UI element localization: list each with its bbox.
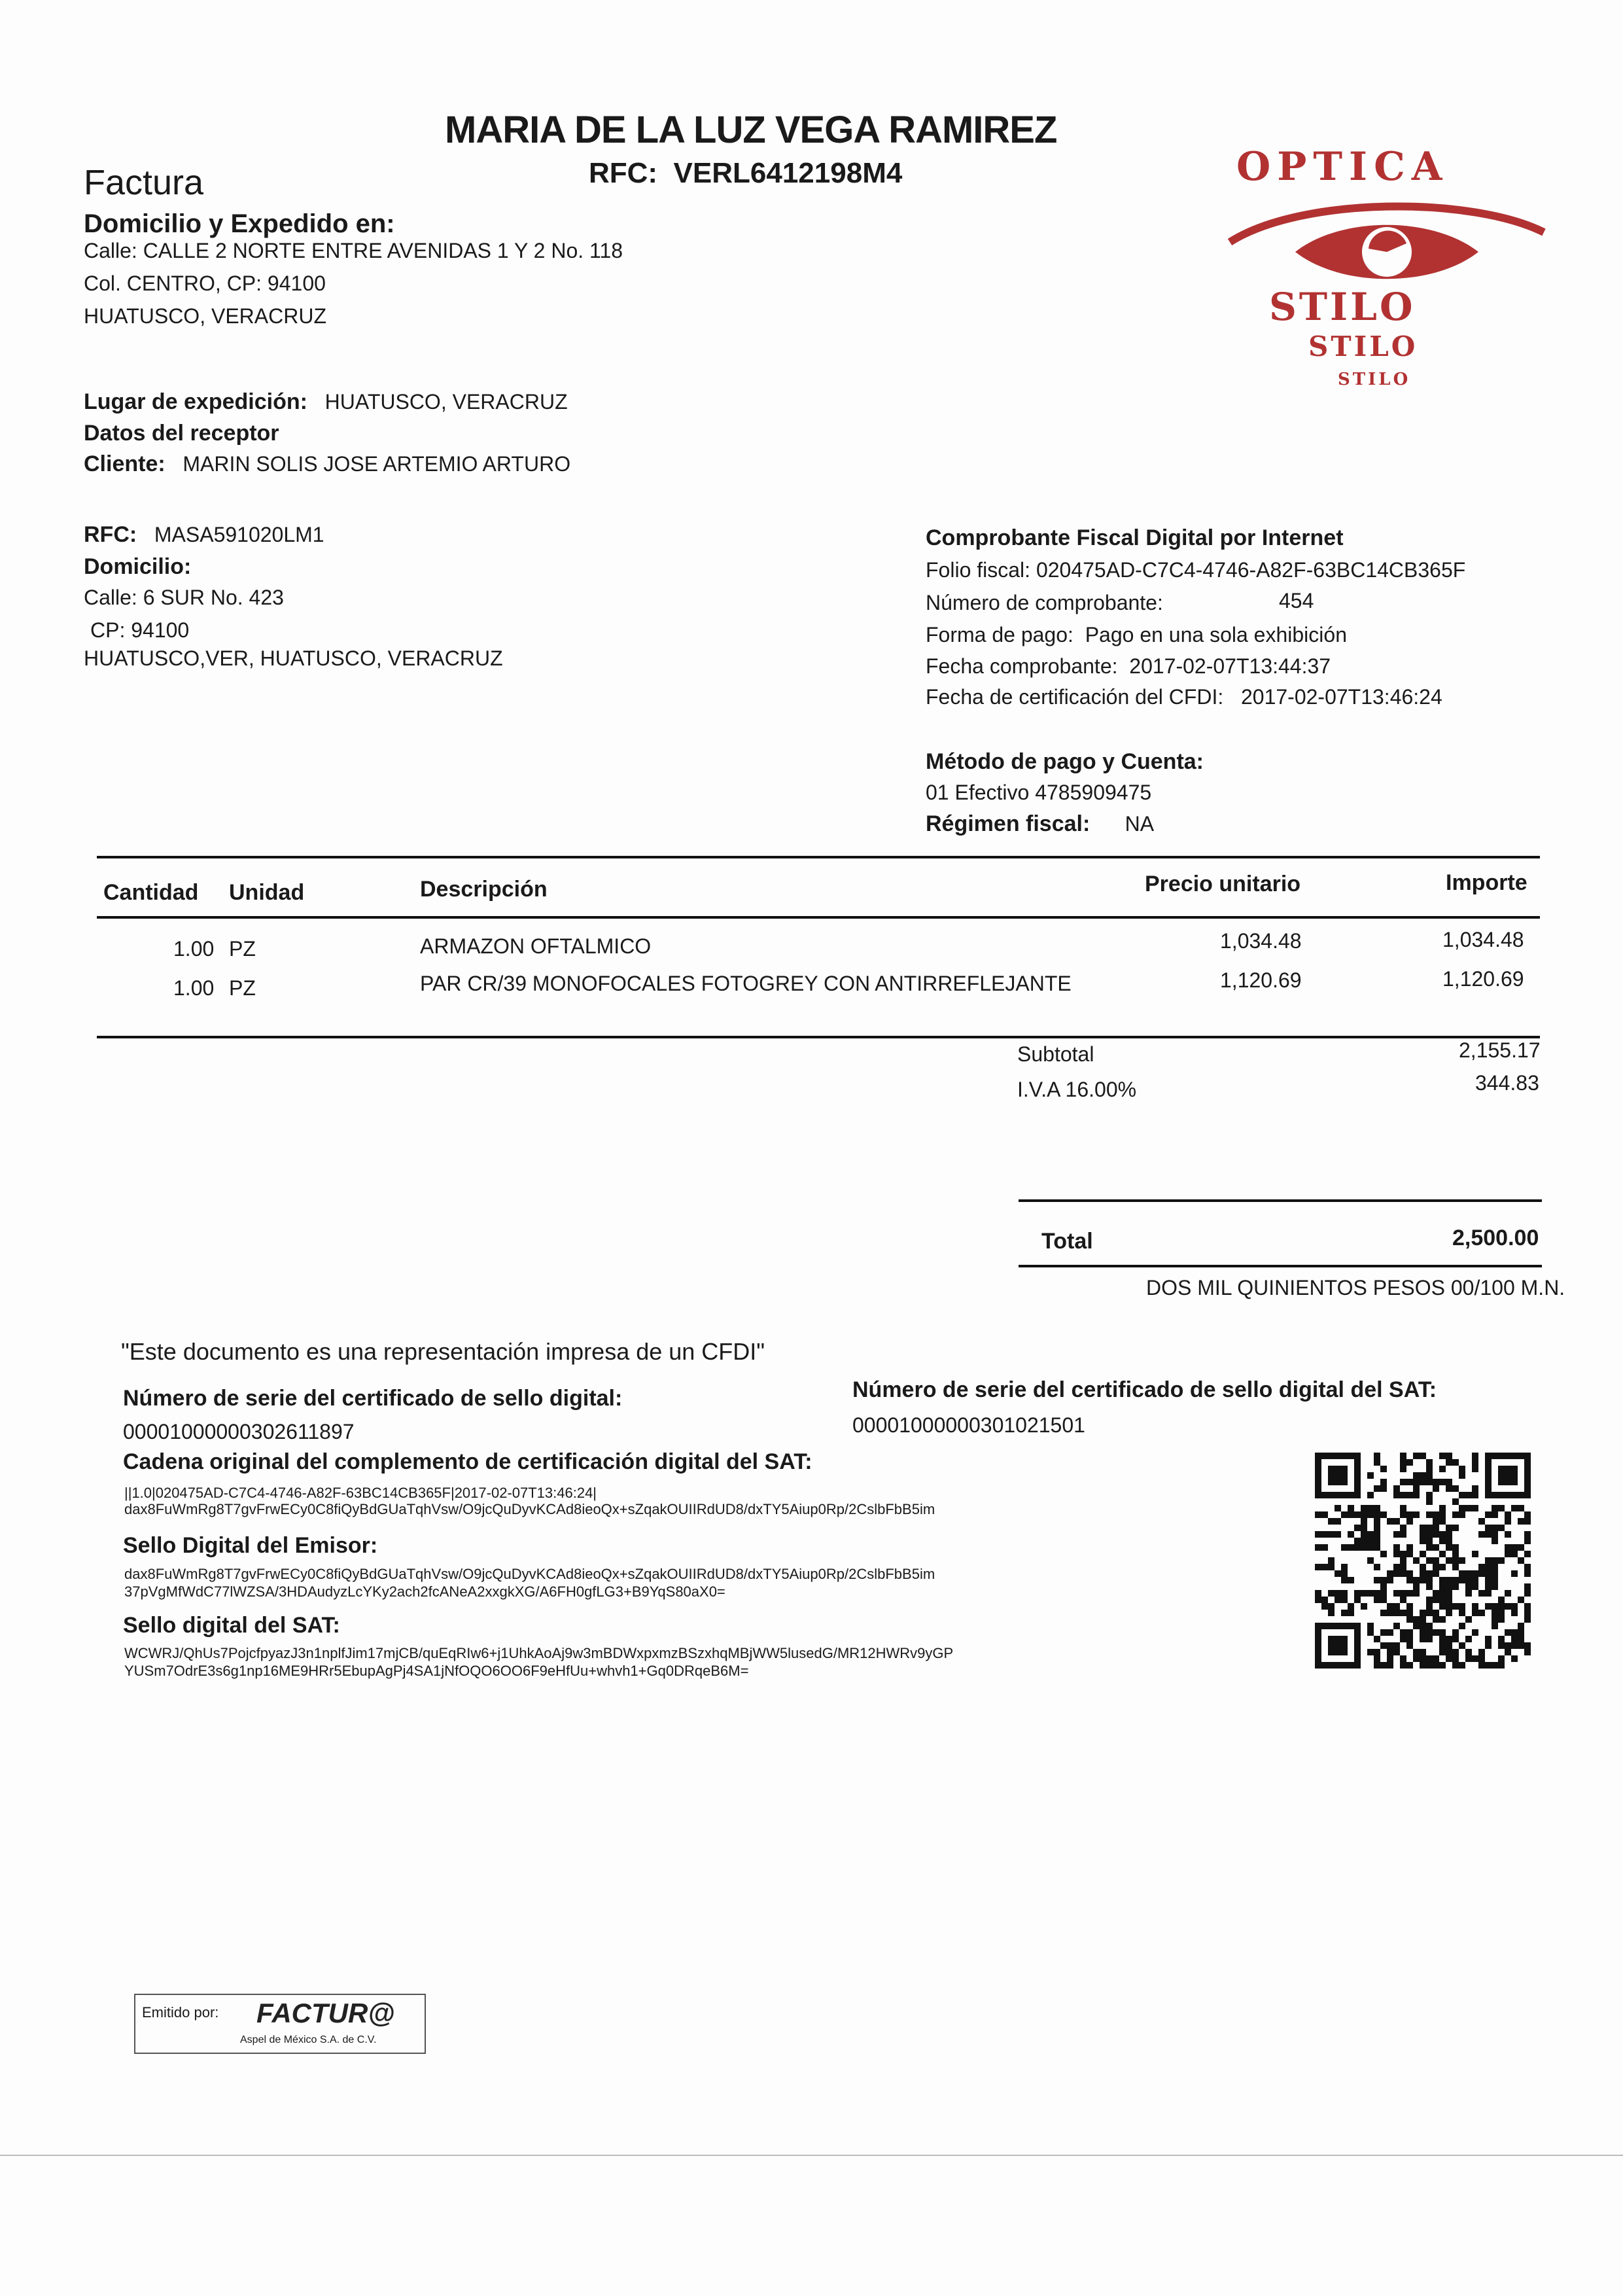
total-label: Total: [1041, 1229, 1093, 1254]
client-label: Cliente:: [84, 451, 166, 476]
subtotal-label: Subtotal: [1017, 1042, 1094, 1066]
row-unidad: PZ: [229, 937, 256, 961]
representation-note: "Este documento es una representación impresa de un CFDI": [121, 1338, 765, 1365]
issuer-rfc-label: RFC:: [589, 157, 658, 189]
payment-value: 01 Efectivo 4785909475: [926, 781, 1152, 804]
table-bottom-rule: [97, 1036, 1540, 1038]
cfdi-heading: Comprobante Fiscal Digital por Internet: [926, 525, 1344, 550]
issuer-name: MARIA DE LA LUZ VEGA RAMIREZ: [445, 109, 1057, 151]
col-unidad: Unidad: [229, 880, 305, 905]
sat-cert-label: Número de serie del certificado de sello digital del SAT:: [852, 1377, 1437, 1402]
sat-cert-value: 00001000000301021501: [852, 1413, 1085, 1437]
regimen-value: NA: [1125, 812, 1155, 836]
cert-value: 00001000000302611897: [123, 1420, 355, 1443]
facture-logo: FACTUR@: [256, 1998, 395, 2028]
sello-emisor-label: Sello Digital del Emisor:: [123, 1533, 378, 1558]
stamp-prefix: Emitido por:: [142, 2004, 219, 2021]
sello-sat-label: Sello digital del SAT:: [123, 1613, 340, 1638]
receiver-rfc-label: RFC:: [84, 522, 137, 547]
place-of-issue: [84, 389, 568, 415]
cfdi-folio: [926, 558, 1465, 582]
col-cantidad: Cantidad: [103, 880, 199, 905]
iva-label: I.V.A 16.00%: [1017, 1078, 1137, 1101]
doc-type: Factura: [84, 163, 204, 202]
sello-sat-line: WCWRJ/QhUs7PojcfpyazJ3n1nplfJim17mjCB/quEqRIw6+j1UhkAoAj9w3mBDWxpxmzBSzxhqMBjWW5lusedG/MR12HWRv9yGP: [124, 1645, 954, 1661]
logo-line: STILO: [1308, 330, 1418, 362]
col-importe: Importe: [1446, 870, 1527, 895]
row-cantidad: 1.00: [173, 976, 215, 1000]
sello-sat-line: YUSm7OdrE3s6g1np16ME9HRr5EbupAgPj4SA1jNfOQO6OO6F9eHfUu+whvh1+Gq0DRqeB6M=: [124, 1663, 749, 1679]
row-descripcion: ARMAZON OFTALMICO: [420, 934, 652, 958]
issued-by-stamp: [134, 1994, 426, 2054]
col-precio: Precio unitario: [1145, 872, 1301, 896]
cfdi-cert-label: Fecha de certificación del CFDI:: [926, 685, 1224, 709]
address-heading: Domicilio y Expedido en:: [84, 209, 395, 238]
cfdi-forma-value: Pago en una sola exhibición: [1085, 623, 1347, 646]
logo-line: OPTICA: [1236, 144, 1449, 190]
issuer-rfc: [589, 157, 902, 190]
total-top-rule: [1019, 1199, 1542, 1202]
cfdi-folio-label: Folio fiscal:: [926, 558, 1031, 582]
total-bottom-rule: [1019, 1265, 1542, 1267]
place-label: Lugar de expedición:: [84, 389, 307, 414]
cfdi-fecha-label: Fecha comprobante:: [926, 654, 1118, 678]
cfdi-folio-value: 020475AD-C7C4-4746-A82F-63BC14CB365F: [1036, 558, 1466, 582]
logo-line: STILO: [1269, 285, 1416, 329]
cfdi-numero-value: 454: [1279, 589, 1314, 612]
row-unidad: PZ: [229, 976, 256, 1000]
receiver-address-line: HUATUSCO,VER, HUATUSCO, VERACRUZ: [84, 646, 503, 670]
sello-emisor-line: dax8FuWmRg8T7gvFrwECy0C8fiQyBdGUaTqhVsw/O9jcQuDyvKCAd8ieoQx+sZqakOUIIRdUD8/dxTY5Aiup0Rp/2CslbFbB5im: [124, 1566, 935, 1582]
cfdi-forma-label: Forma de pago:: [926, 623, 1073, 646]
col-descripcion: Descripción: [420, 877, 548, 902]
issuer-rfc-value: VERL6412198M4: [673, 157, 903, 189]
cfdi-forma: [926, 623, 1347, 647]
cfdi-fecha: [926, 654, 1331, 679]
regimen-label: Régimen fiscal:: [926, 811, 1091, 836]
row-importe: 1,034.48: [1442, 928, 1524, 951]
row-descripcion: PAR CR/39 MONOFOCALES FOTOGREY CON ANTIRREFLEJANTE: [420, 972, 1072, 995]
place-value: HUATUSCO, VERACRUZ: [324, 390, 568, 414]
receiver-address-line: Calle: 6 SUR No. 423: [84, 586, 284, 609]
receiver-rfc: [84, 522, 324, 548]
cfdi-numero-label: Número de comprobante:: [926, 591, 1163, 614]
receiver-rfc-value: MASA591020LM1: [154, 523, 324, 546]
regimen: [926, 811, 1154, 837]
logo-line: STILO: [1338, 370, 1411, 389]
issuer-address-line: HUATUSCO, VERACRUZ: [84, 304, 326, 328]
total-value: 2,500.00: [1452, 1226, 1539, 1250]
qr-code-icon: [1315, 1453, 1531, 1669]
total-in-words: DOS MIL QUINIENTOS PESOS 00/100 M.N.: [1146, 1276, 1565, 1299]
row-precio: 1,034.48: [1220, 929, 1302, 953]
optica-stilo-logo: [1223, 144, 1550, 399]
issuer-address-line: Col. CENTRO, CP: 94100: [84, 272, 326, 295]
cadena-line: dax8FuWmRg8T7gvFrwECy0C8fiQyBdGUaTqhVsw/O9jcQuDyvKCAd8ieoQx+sZqakOUIIRdUD8/dxTY5Aiup0Rp/2CslbFbB5im: [124, 1501, 935, 1517]
stamp-sub: Aspel de México S.A. de C.V.: [240, 2034, 377, 2045]
cert-label: Número de serie del certificado de sello digital:: [123, 1386, 623, 1411]
page-edge-line: [0, 2155, 1623, 2156]
cadena-line: ||1.0|020475AD-C7C4-4746-A82F-63BC14CB365F|2017-02-07T13:46:24|: [124, 1485, 597, 1501]
row-cantidad: 1.00: [173, 937, 215, 961]
sello-emisor-line: 37pVgMfWdC77lWZSA/3HDAudyzLcYKy2ach2fcANeA2xxgkXG/A6FH0gfLG3+B9YqS80aX0=: [124, 1583, 725, 1600]
table-header-rule: [97, 916, 1540, 919]
subtotal-value: 2,155.17: [1459, 1038, 1541, 1062]
cfdi-cert-value: 2017-02-07T13:46:24: [1240, 685, 1442, 709]
cfdi-fecha-value: 2017-02-07T13:44:37: [1129, 654, 1331, 678]
client-name: MARIN SOLIS JOSE ARTEMIO ARTURO: [183, 452, 571, 476]
cfdi-cert-date: [926, 685, 1442, 709]
receiver-heading: Datos del receptor: [84, 421, 279, 446]
row-importe: 1,120.69: [1442, 967, 1524, 991]
cadena-label: Cadena original del complemento de certificación digital del SAT:: [123, 1449, 812, 1474]
row-precio: 1,120.69: [1220, 968, 1302, 992]
table-top-rule: [97, 856, 1540, 858]
receiver-address-line: CP: 94100: [90, 618, 190, 642]
payment-heading: Método de pago y Cuenta:: [926, 749, 1204, 774]
iva-value: 344.83: [1475, 1071, 1539, 1095]
client: [84, 451, 570, 477]
issuer-address-line: Calle: CALLE 2 NORTE ENTRE AVENIDAS 1 Y 2 No. 118: [84, 239, 623, 262]
receiver-address-label: Domicilio:: [84, 554, 192, 579]
